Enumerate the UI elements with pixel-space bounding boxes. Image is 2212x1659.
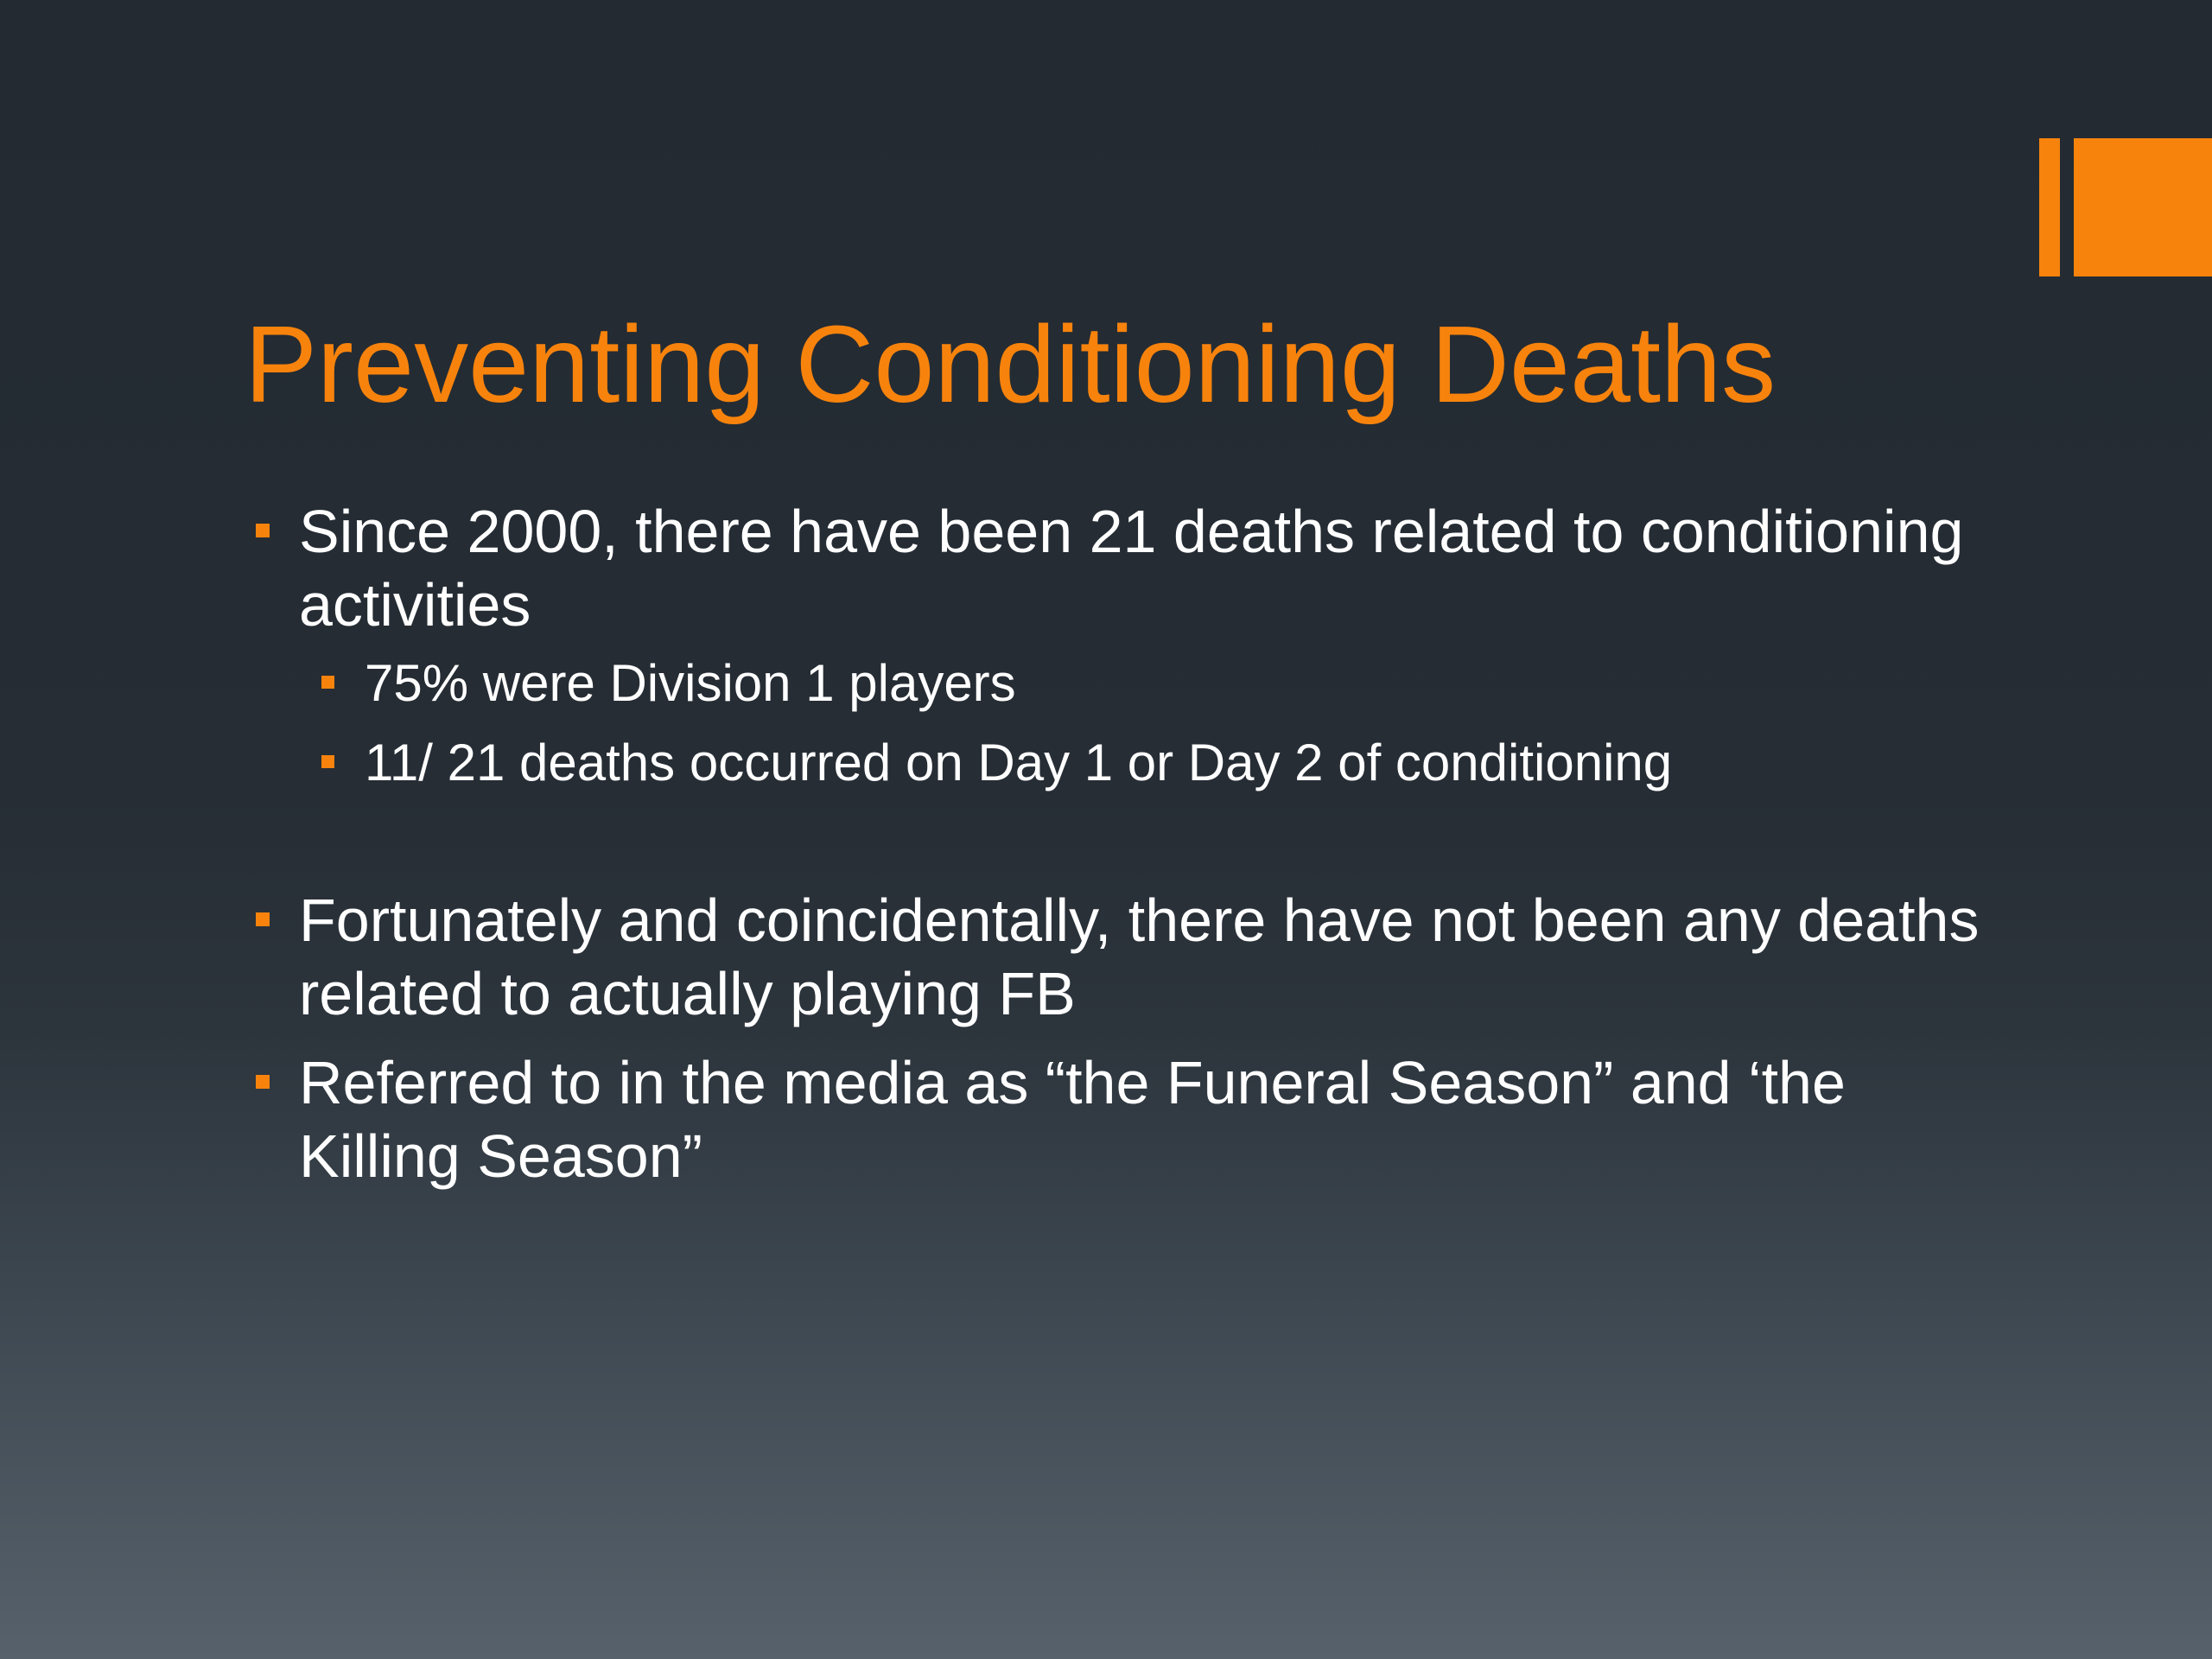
bullet-text-3: Referred to in the media as “the Funeral Season” and ‘the Killing Season”: [299, 1049, 1846, 1190]
bullet-square-icon: [256, 524, 270, 537]
bullet-text-1: Since 2000, there have been 21 deaths related to conditioning activities: [299, 498, 1964, 639]
bullet-item-2: [256, 884, 1984, 1031]
accent-block-decoration: [2074, 138, 2212, 276]
bullet-item-1: [256, 495, 1984, 642]
bullet-square-icon: [321, 676, 334, 689]
bullet-list: [256, 495, 1984, 1193]
sub-bullet-text-2: 11/ 21 deaths occurred on Day 1 or Day 2 of conditioning: [365, 734, 1673, 791]
bullet-square-icon: [256, 912, 270, 926]
sub-bullet-item-2: [321, 731, 1984, 795]
slide-title: Preventing Conditioning Deaths: [245, 303, 1777, 425]
bullet-text-2: Fortunately and coincidentally, there have not been any deaths related to actually playing FB: [299, 887, 1980, 1027]
sub-bullet-item-1: [321, 652, 1984, 715]
sub-bullet-text-1: 75% were Division 1 players: [365, 654, 1016, 712]
accent-bar-decoration: [2039, 138, 2060, 276]
bullet-square-icon: [256, 1075, 270, 1089]
bullet-item-3: [256, 1046, 1984, 1193]
bullet-square-icon: [321, 755, 334, 768]
